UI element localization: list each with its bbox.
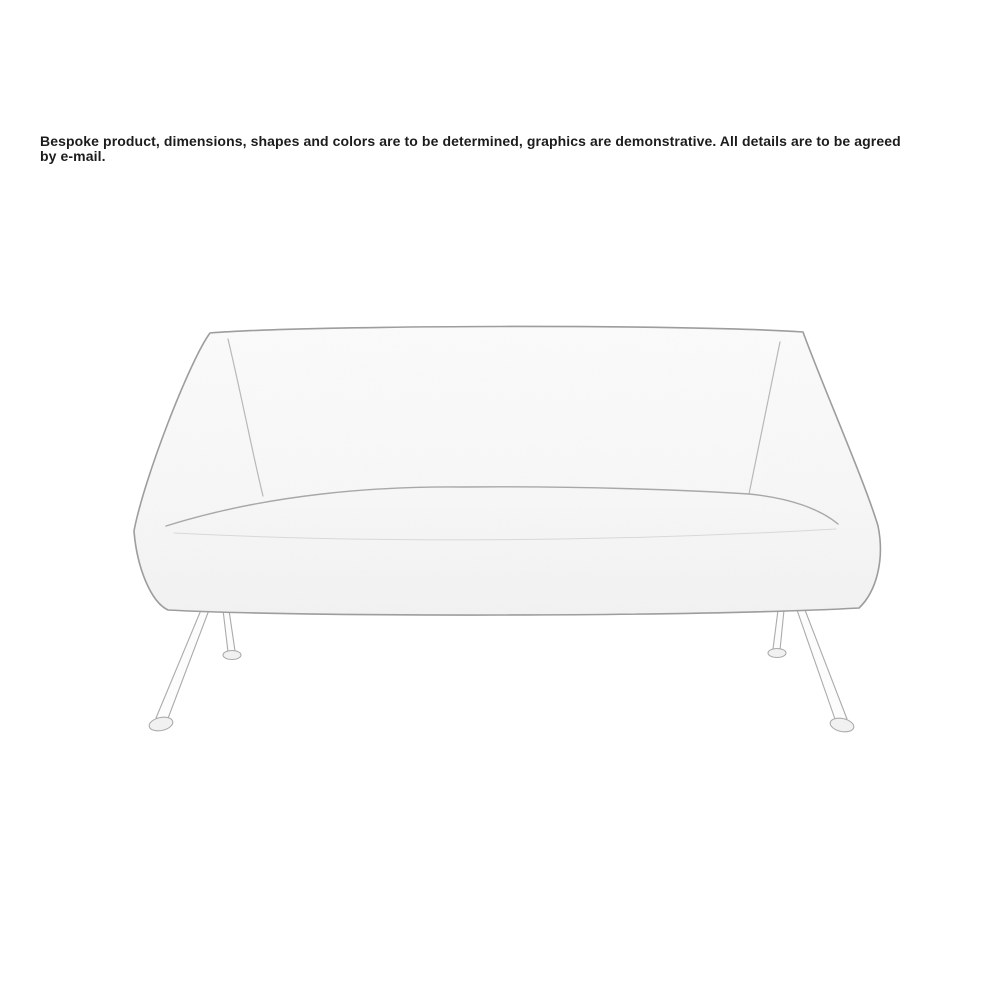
disclaimer-line1: Bespoke product, dimensions, shapes and colors are to be determined, graphics are demonstrative. All details are to be agreed [40, 133, 901, 149]
sofa-sketch-illustration [128, 320, 888, 740]
disclaimer-line2: by e-mail. [40, 148, 106, 164]
sofa-body [128, 320, 888, 630]
product-image [128, 320, 888, 740]
disclaimer-text [40, 134, 975, 164]
sofa-legs [148, 610, 855, 734]
